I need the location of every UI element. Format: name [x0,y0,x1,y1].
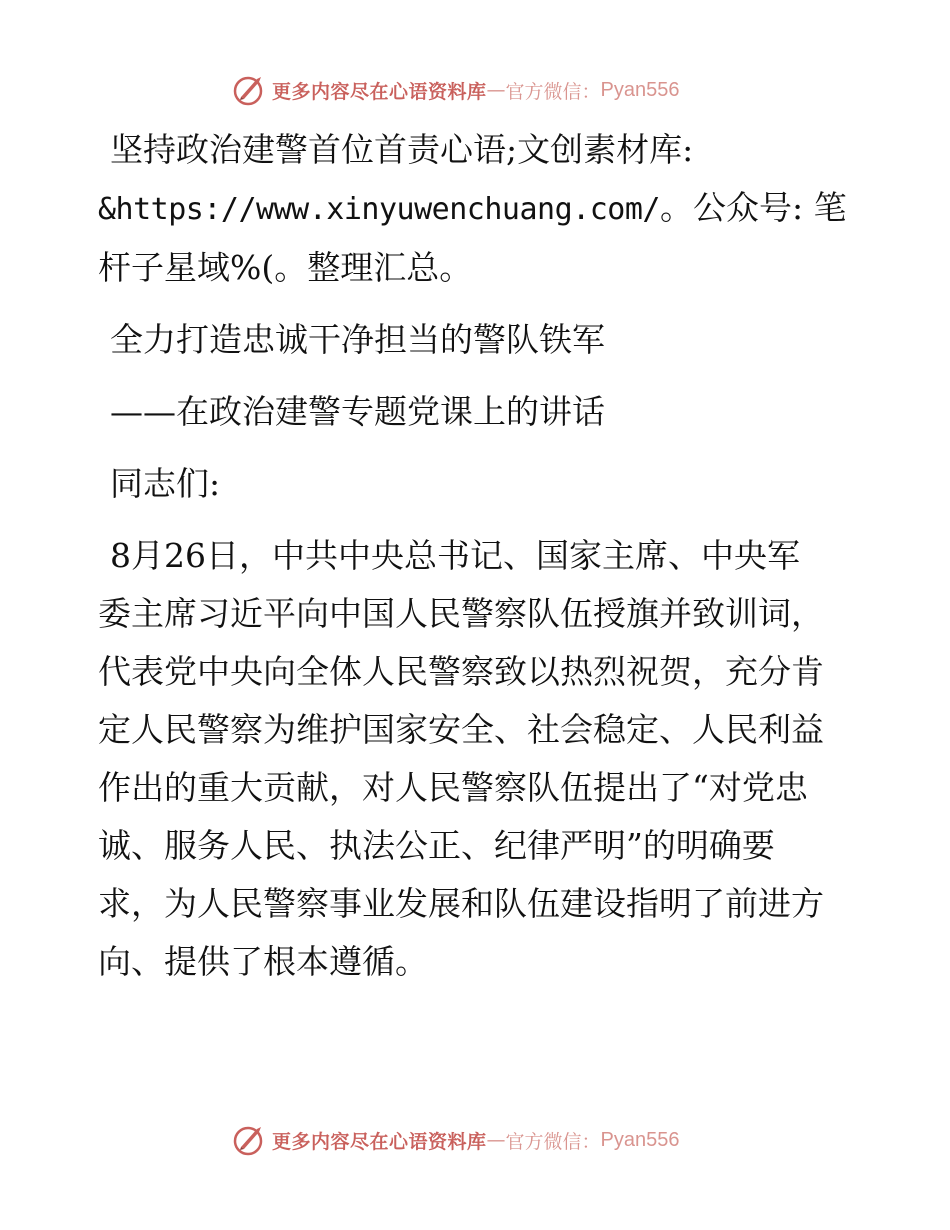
body-line: 8月26日，中共中央总书记、国家主席、中央军 [110,536,800,575]
banner-separator: — [486,79,506,101]
wechat-label: 官方微信： [505,1130,601,1153]
wechat-label: 官方微信： [505,80,601,103]
body-paragraph [98,527,858,991]
salutation: 同志们: [110,464,221,503]
quill-pen-logo-icon [232,73,266,107]
intro-line: 坚持政治建警首位首责心语;文创素材库: [110,130,694,169]
footer-banner [232,1122,680,1158]
body-line: 向、提供了根本遵循。 [98,942,428,981]
intro-line [98,179,858,239]
quill-pen-logo-icon [232,1123,266,1157]
body-line: 委主席习近平向中国人民警察队伍授旗并致训词， [98,594,824,633]
website-url: &https://www.xinyuwenchuang.com/ [98,192,660,227]
body-line: 代表党中央向全体人民警察致以热烈祝贺，充分肯 [98,652,824,691]
brand-text: 更多内容尽在心语资料库 [272,80,487,103]
body-line: 求，为人民警察事业发展和队伍建设指明了前进方 [98,884,824,923]
body-line: 诚、服务人民、执法公正、纪律严明”的明确要 [98,826,775,865]
document-body [98,121,858,991]
wechat-id: Pyan556 [600,78,680,101]
wechat-id: Pyan556 [600,1128,680,1151]
body-line: 作出的重大贡献，对人民警察队伍提出了“对党忠 [98,768,808,807]
intro-line-rest: 。公众号: 笔 [659,188,847,227]
brand-text: 更多内容尽在心语资料库 [272,1130,487,1153]
speech-title: 全力打造忠诚干净担当的警队铁军 [110,320,605,359]
header-banner [232,72,680,108]
body-line: 定人民警察为维护国家安全、社会稳定、人民利益 [98,710,824,749]
intro-paragraph [98,121,858,297]
banner-separator: — [486,1129,506,1151]
speech-subtitle: ——在政治建警专题党课上的讲话 [110,392,605,431]
intro-line: 杆子星域%(。整理汇总。 [98,248,473,287]
